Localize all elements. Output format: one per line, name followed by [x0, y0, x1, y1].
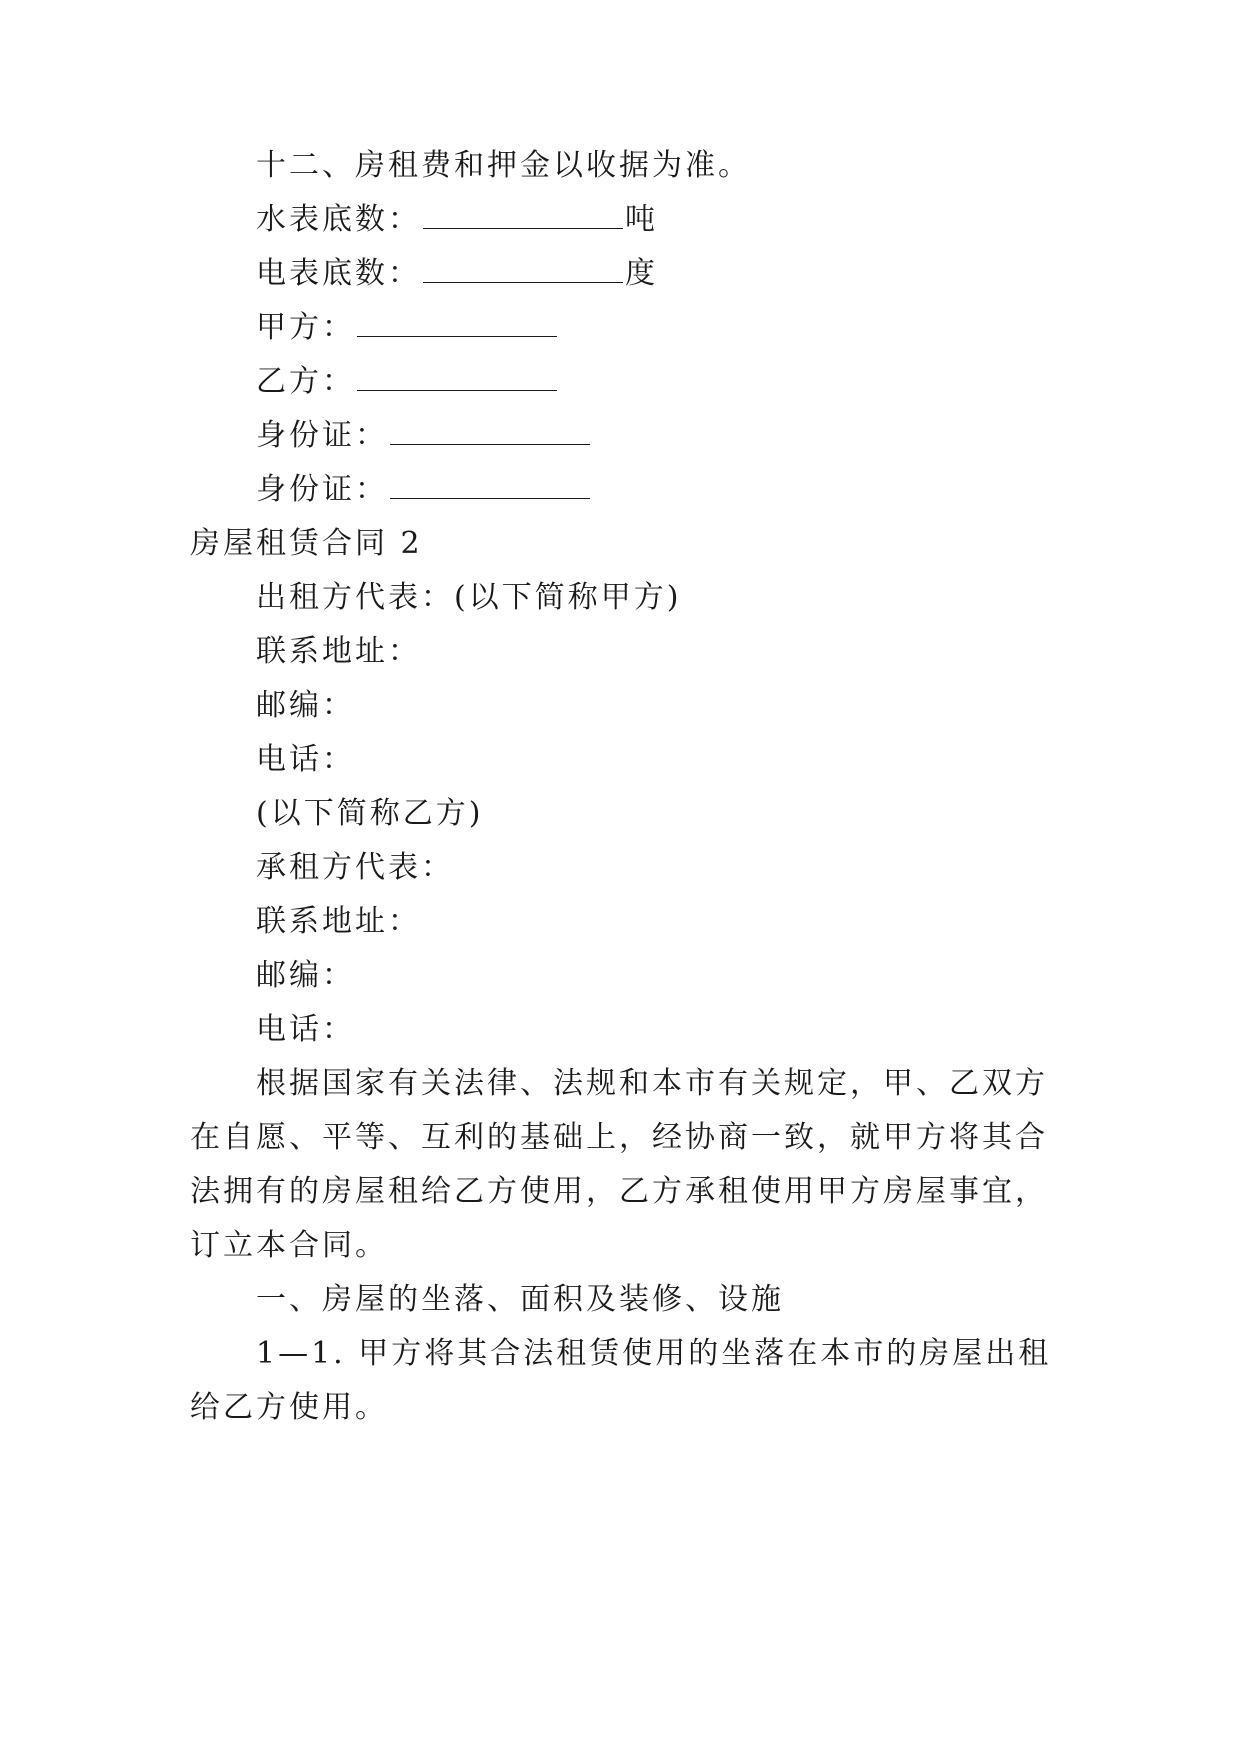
- clause-1-1-line-2: [190, 1388, 388, 1428]
- lessor-postcode-line: [256, 686, 355, 726]
- preamble-text-1: 根据国家有关法律、法规和本市有关规定，甲、乙双方: [256, 1066, 1048, 1101]
- lessee-postcode-label: 邮编：: [256, 958, 355, 993]
- contract-title: [190, 524, 423, 564]
- preamble-line-4: [190, 1226, 388, 1266]
- electric-meter-unit: 度: [625, 256, 658, 291]
- lessee-address-label: 联系地址：: [256, 904, 421, 939]
- preamble-text-3: 法拥有的房屋租给乙方使用，乙方承租使用甲方房屋事宜，: [190, 1174, 1048, 1209]
- electric-meter-line: [256, 254, 658, 294]
- preamble-line-3: [190, 1172, 1048, 1212]
- section-1-heading: [256, 1280, 784, 1320]
- id-card-line-2: [256, 470, 592, 510]
- lessor-address-line: [256, 632, 421, 672]
- clause-1-1-text-2: 给乙方使用。: [190, 1390, 388, 1425]
- preamble-line-1: [256, 1064, 1048, 1104]
- party-a-label: 甲方：: [256, 310, 355, 345]
- clause-12-text: 十二、房租费和押金以收据为准。: [256, 148, 751, 183]
- id-card-blank-1: [390, 416, 590, 445]
- lessor-phone-line: [256, 740, 355, 780]
- party-b-line: [256, 362, 559, 402]
- lessor-postcode-label: 邮编：: [256, 688, 355, 723]
- id-card-blank-2: [390, 470, 590, 499]
- section-1-heading-text: 一、房屋的坐落、面积及装修、设施: [256, 1282, 784, 1317]
- lessor-rep-line: [256, 578, 681, 618]
- party-b-blank: [357, 362, 557, 391]
- lessor-rep-text: 出租方代表：(以下简称甲方): [256, 580, 682, 615]
- id-card-line-1: [256, 416, 592, 456]
- lessor-address-label: 联系地址：: [256, 634, 421, 669]
- water-meter-unit: 吨: [625, 202, 658, 237]
- lessee-phone-label: 电话：: [256, 1012, 355, 1047]
- water-meter-label: 水表底数：: [256, 202, 421, 237]
- lessee-rep-label: 承租方代表：: [256, 850, 454, 885]
- party-b-label: 乙方：: [256, 364, 355, 399]
- preamble-text-4: 订立本合同。: [190, 1228, 388, 1263]
- lessee-phone-line: [256, 1010, 355, 1050]
- electric-meter-blank: [423, 254, 623, 283]
- id-card-label-2: 身份证：: [256, 472, 388, 507]
- party-b-abbr-text: (以下简称乙方): [256, 796, 484, 831]
- party-a-line: [256, 308, 559, 348]
- clause-1-1-line-1: [256, 1334, 1051, 1374]
- lessee-postcode-line: [256, 956, 355, 996]
- preamble-line-2: [190, 1118, 1048, 1158]
- party-b-abbr-line: [256, 794, 483, 834]
- water-meter-line: [256, 200, 658, 240]
- water-meter-blank: [423, 200, 623, 229]
- lessee-rep-line: [256, 848, 454, 888]
- contract-title-text: 房屋租赁合同 2: [190, 526, 423, 561]
- preamble-text-2: 在自愿、平等、互利的基础上，经协商一致，就甲方将其合: [190, 1120, 1048, 1155]
- lessee-address-line: [256, 902, 421, 942]
- lessor-phone-label: 电话：: [256, 742, 355, 777]
- clause-1-1-text-1: 1—1. 甲方将其合法租赁使用的坐落在本市的房屋出租: [256, 1336, 1052, 1371]
- clause-12-line: [256, 146, 751, 186]
- electric-meter-label: 电表底数：: [256, 256, 421, 291]
- party-a-blank: [357, 308, 557, 337]
- id-card-label-1: 身份证：: [256, 418, 388, 453]
